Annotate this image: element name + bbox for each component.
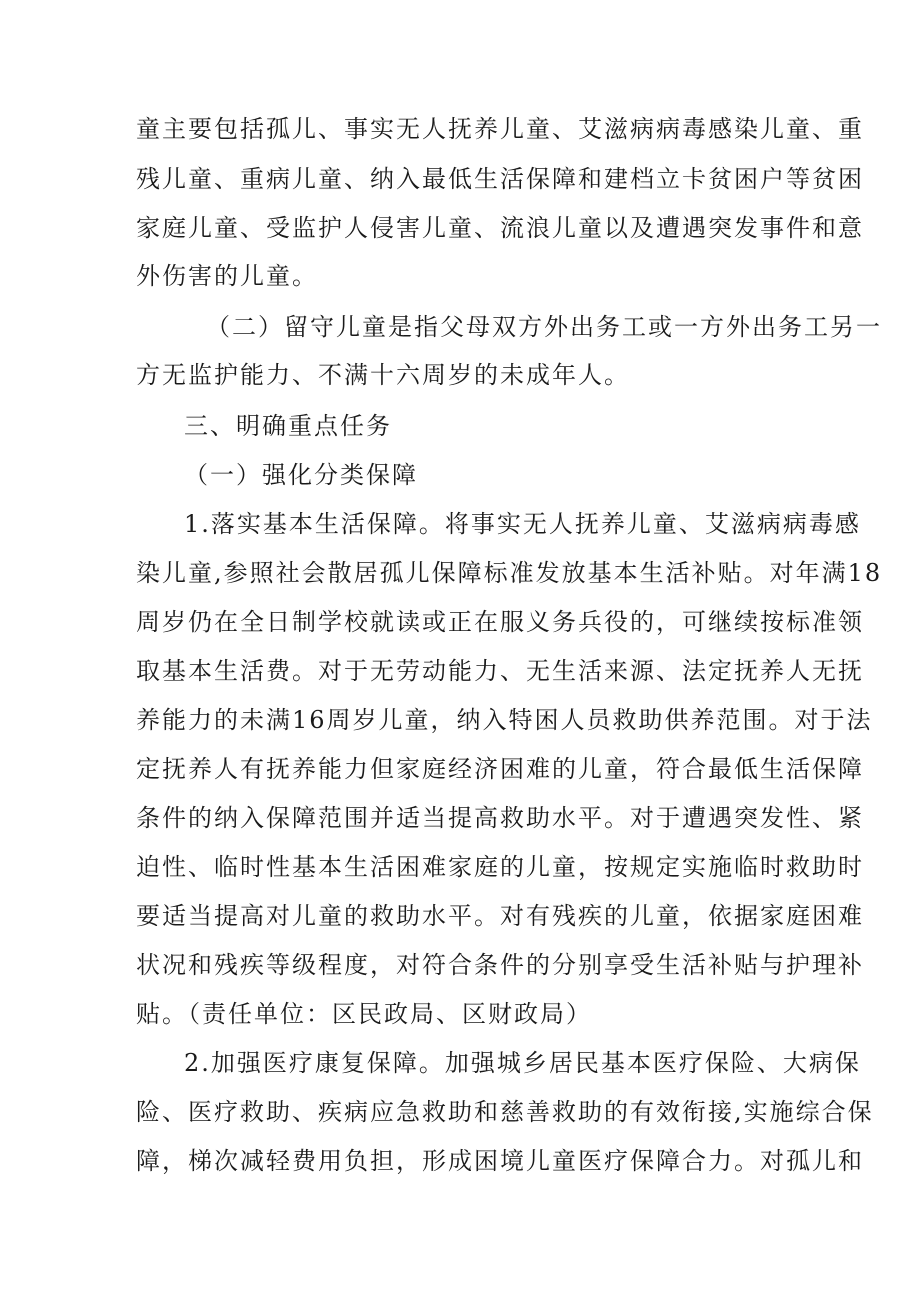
paragraph-line: 状况和残疾等级程度，对符合条件的分别享受生活补贴与护理补 [136, 951, 864, 979]
paragraph-line: 迫性、临时性基本生活困难家庭的儿童，按规定实施临时救助时 [136, 853, 864, 881]
paragraph-line: 2.加强医疗康复保障。加强城乡居民基本医疗保险、大病保 [184, 1049, 861, 1077]
paragraph-line: 周岁仍在全日制学校就读或正在服义务兵役的，可继续按标准领 [136, 608, 864, 636]
paragraph-line: 取基本生活费。对于无劳动能力、无生活来源、法定抚养人无抚 [136, 657, 864, 685]
paragraph-line: 残儿童、重病儿童、纳入最低生活保障和建档立卡贫困户等贫困 [136, 165, 864, 193]
paragraph-line: 外伤害的儿童。 [136, 262, 318, 290]
paragraph-line: 要适当提高对儿童的救助水平。对有残疾的儿童，依据家庭困难 [136, 902, 864, 930]
paragraph-line: 1.落实基本生活保障。将事实无人抚养儿童、艾滋病病毒感 [184, 510, 861, 538]
paragraph-line: 障，梯次减轻费用负担，形成困境儿童医疗保障合力。对孤儿和 [136, 1147, 864, 1175]
paragraph-line: 童主要包括孤儿、事实无人抚养儿童、艾滋病病毒感染儿童、重 [136, 115, 864, 143]
paragraph-line: 染儿童,参照社会散居孤儿保障标准发放基本生活补贴。对年满18 [136, 559, 883, 587]
paragraph-line: （二）留守儿童是指父母双方外出务工或一方外出务工另一 [206, 313, 882, 341]
paragraph-line: 定抚养人有抚养能力但家庭经济困难的儿童，符合最低生活保障 [136, 755, 864, 783]
paragraph-line: 险、医疗救助、疾病应急救助和慈善救助的有效衔接,实施综合保 [136, 1098, 874, 1126]
paragraph-line: 家庭儿童、受监护人侵害儿童、流浪儿童以及遭遇突发事件和意 [136, 214, 864, 242]
section-heading: 三、明确重点任务 [184, 412, 392, 440]
subsection-heading: （一）强化分类保障 [184, 461, 418, 489]
paragraph-line: 养能力的未满16周岁儿童，纳入特困人员救助供养范围。对于法 [136, 706, 873, 734]
paragraph-line: 条件的纳入保障范围并适当提高救助水平。对于遭遇突发性、紧 [136, 804, 864, 832]
paragraph-line: 贴。（责任单位：区民政局、区财政局） [136, 1000, 592, 1028]
paragraph-line: 方无监护能力、不满十六周岁的未成年人。 [136, 361, 630, 389]
